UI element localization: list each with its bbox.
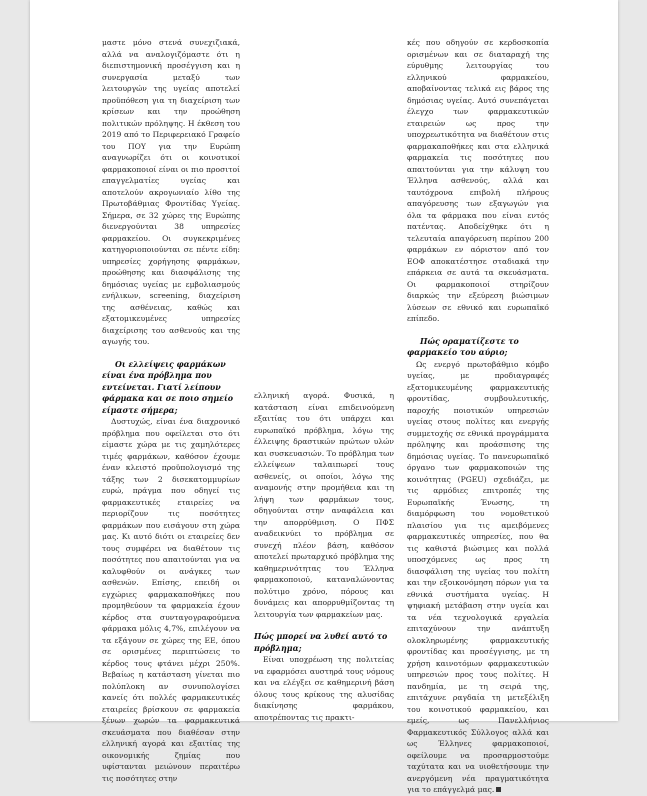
body-paragraph: μαστε μόνο στενά συνεχιζιακά, αλλά να αναλογιζόμαστε ότι η διεπιστημονική προσέγγιση και η συνεργασία μεταξύ των λειτουργών της υγείας αποτελεί προϋπόθεση για τη διαχείριση των κρίσεων και την προώθηση πολιτικών πρόληψης. Η έκθεση του 2019 από το Περιφερειακό Γραφείο του ΠΟΥ για την Ευρώπη αναγνωρίζει ότι οι κοινοτικοί φαρμακοποιοί είναι οι πιο προσιτοί επαγγελματίες υγείας και αποτελούν ακρογωνιαίο λίθο της Πρωτοβάθμιας Φροντίδας Υγείας. Σήμερα, σε 32 χώρες της Ευρώπης διενεργούνται 38 υπηρεσίες φαρμακείου. Οι συγκεκριμένες κατηγοριοποιούνται σε πέντε είδη: υπηρεσίες χορήγησης φαρμάκων, προώθησης και διασφάλισης της δημόσιας υγείας με εμβολιασμούς ενήλικων, screening, διαχείριση της ασθένειας, καθώς και εξατομικευμένες υπηρεσίες διαχείρισης του ασθενούς και της αγωγής του.: [102, 38, 240, 346]
body-paragraph-final: [407, 359, 549, 796]
final-paragraph-text: Ως ενεργό πρωτοβάθμιο κόμβο υγείας, με προδιαγραφές εξατομικευμένης φαρμακευτικής φροντίδας, συμβουλευτικής, παροχής ποιοτικών υπηρεσιών υγείας στους πολίτες και ενεργής συμμετοχής σε εθνικά προγράμματα πρόληψης και προάσπισης της δημόσιας υγείας. Το πανευρωπαϊκό όργανο των φαρμακοποιών της κοινότητας (PGEU) σχεδιάζει, με τις αρμόδιες επιτροπές της Ευρωπαϊκής Ένωσης, τη διαμόρφωση του νομοθετικού πλαισίου για τις αμειβόμενες φαρμακευτικές υπηρεσίες, που θα τις καθιστά βιώσιμες και πολλά υποσχόμενες ως προς τη διασφάλιση της υγείας του πολίτη και την εξοικονόμηση πόρων για τα εθνικά συστήματα υγείας. Η ψηφιακή μετάβαση στην υγεία και τα νέα τεχνολογικά εργαλεία επιταχύνουν την ανάπτυξη ολοκληρωμένης φαρμακευτικής φροντίδας και προσέγγισης, με τη χρήση καινοτόμων φαρμακευτικών υπηρεσιών προς τους πολίτες. Η πανδημία, με τη σειρά της, επιτάχυνε ραγδαία τη μετεξέλιξη του κοινοτικού φαρμακείου, και εμείς, ως Πανελλήνιος Φαρμακευτικός Σύλλογος αλλά και ως Έλληνες φαρμακοποιοί, οφείλουμε να προσαρμοστούμε ταχύτατα και να υιοθετήσουμε την ανεργόμενη νέα πραγματικότητα για το επάγγελμά μας.: [407, 359, 549, 794]
text-column-left: [102, 37, 240, 784]
interview-question: Πώς οραματίζεστε το φαρμακείο του αύριο;: [407, 336, 519, 357]
end-of-article-mark: [496, 787, 501, 792]
text-column-right: [407, 37, 549, 796]
interview-question: Οι ελλείψεις φαρμάκων είναι ένα πρόβλημα που εντείνεται. Γιατί λείπουν φάρμακα και σε ποιο σημείο είμαστε σήμερα;: [102, 359, 234, 415]
body-paragraph: ελληνική αγορά. Φυσικά, η κατάσταση είναι επιδεινούμενη εξαιτίας του ότι υπάρχει και ευρωπαϊκό πρόβλημα, λόγω της έλλειψης δραστικών πρώτων υλών και συσκευασιών. Το πρόβλημα των ελλείψεων ταλαιπωρεί τους ασθενείς, οι οποίοι, λόγω της αναμονής στην προμήθεια και τη λήψη των φαρμάκων τους, οδηγούνται στην αναφάλεια και την απορρύθμιση. Ο ΠΦΣ αναδεικνύει το πρόβλημα σε συνεχή πλέον βάση, καθόσον αποτελεί πρωταρχικό πρόβλημα της καθημερινότητας του Έλληνα φαρμακοποιού, καταναλώνοντας πολύτιμο χρόνο, πόρους και δυνάμεις και απορρυθμίζοντας τη λειτουργία των φαρμακείων μας.: [254, 391, 394, 619]
interview-question: Πώς μπορεί να λυθεί αυτό το πρόβλημα;: [254, 632, 388, 653]
body-paragraph: κές που οδηγούν σε κερδοσκοπία ορισμένων και σε διαταραχή της εύρυθμης λειτουργίας του ελληνικού φαρμακείου, αποβαίνοντας τελικά εις βάρος της δημόσιας υγείας. Αυτό συνεπάγεται έλεγχο των φαρμακευτικών εταιρειών ως προς την υποχρεωτικότητα να διαθέτουν στις φαρμακαποθήκες και στα ελληνικά φαρμακεία τις ποσότητες που απαιτούνται για την κάλυψη του Έλληνα ασθενούς, αλλά και ταυτόχρονα επιβολή πλήρους απαγόρευσης των εξαγωγών για όλα τα φάρμακα που είναι εντός πατέντας. Αποδείχθηκε ότι η τελευταία απαγόρευση περίπου 200 φαρμάκων εν αόριστον από τον ΕΟΦ αποκατέστησε σταδιακά την επάρκεια σε αυτά τα σκευάσματα. Οι φαρμακοποιοί στηρίζουν διαρκώς την εξεύρεση βιώσιμων λύσεων σε εθνικό και ευρωπαϊκό επίπεδο.: [407, 38, 549, 323]
body-paragraph: Δυστυχώς, είναι ένα διαχρονικό πρόβλημα που οφείλεται στο ότι είμαστε χώρα με τις χαμηλότερες τιμές φαρμάκων, καθόσον έχουμε έναν κλειστό προϋπολογισμό της τάξης των 2 δισεκατομμυρίων ευρώ, πράγμα που οδηγεί τις φαρμακευτικές εταιρείες να περιορίζουν τις ποσότητες φαρμάκων που εισάγουν στη χώρα μας. Κι αυτό διότι οι εταιρείες δεν τους συμφέρει να διαθέτουν τις ποσότητες που απαιτούνται για να καλυφθούν οι ανάγκες των ασθενών. Επίσης, επειδή οι εγχώριες φαρμακαποθήκες που προμηθεύουν τα φαρμακεία έχουν κέρδος στα συνταγογραφούμενα φάρμακα μόλις 4,7%, επιλέγουν να τα εξάγουν σε χώρες της ΕΕ, όπου σε ορισμένες περιπτώσεις το κέρδος τους φτάνει μέχρι 250%. Βεβαίως η κατάσταση γίνεται πιο πολύπλοκη αν συνυπολογίσει κανείς ότι πολλές φαρμακευτικές εταιρείες βρίσκουν σε φαρμακεία ξένων χωρών τα φαρμακευτικά σκευάσματα που διαθέσαν στην ελληνική αγορά και εξαιτίας της οικονομικής ζημίας που υφίστανται μειώνουν περαιτέρω τις ποσότητες στην: [102, 417, 240, 783]
body-paragraph: Είναι υποχρέωση της πολιτείας να εφαρμόσει αυστηρά τους νόμους και να ελέγξει σε καθημερινή βάση όλους τους κρίκους της αλυσίδας διακίνησης φαρμάκου, αποτρέποντας τις πρακτι-: [254, 655, 394, 722]
text-column-middle: [254, 390, 394, 723]
magazine-page: [30, 0, 618, 794]
